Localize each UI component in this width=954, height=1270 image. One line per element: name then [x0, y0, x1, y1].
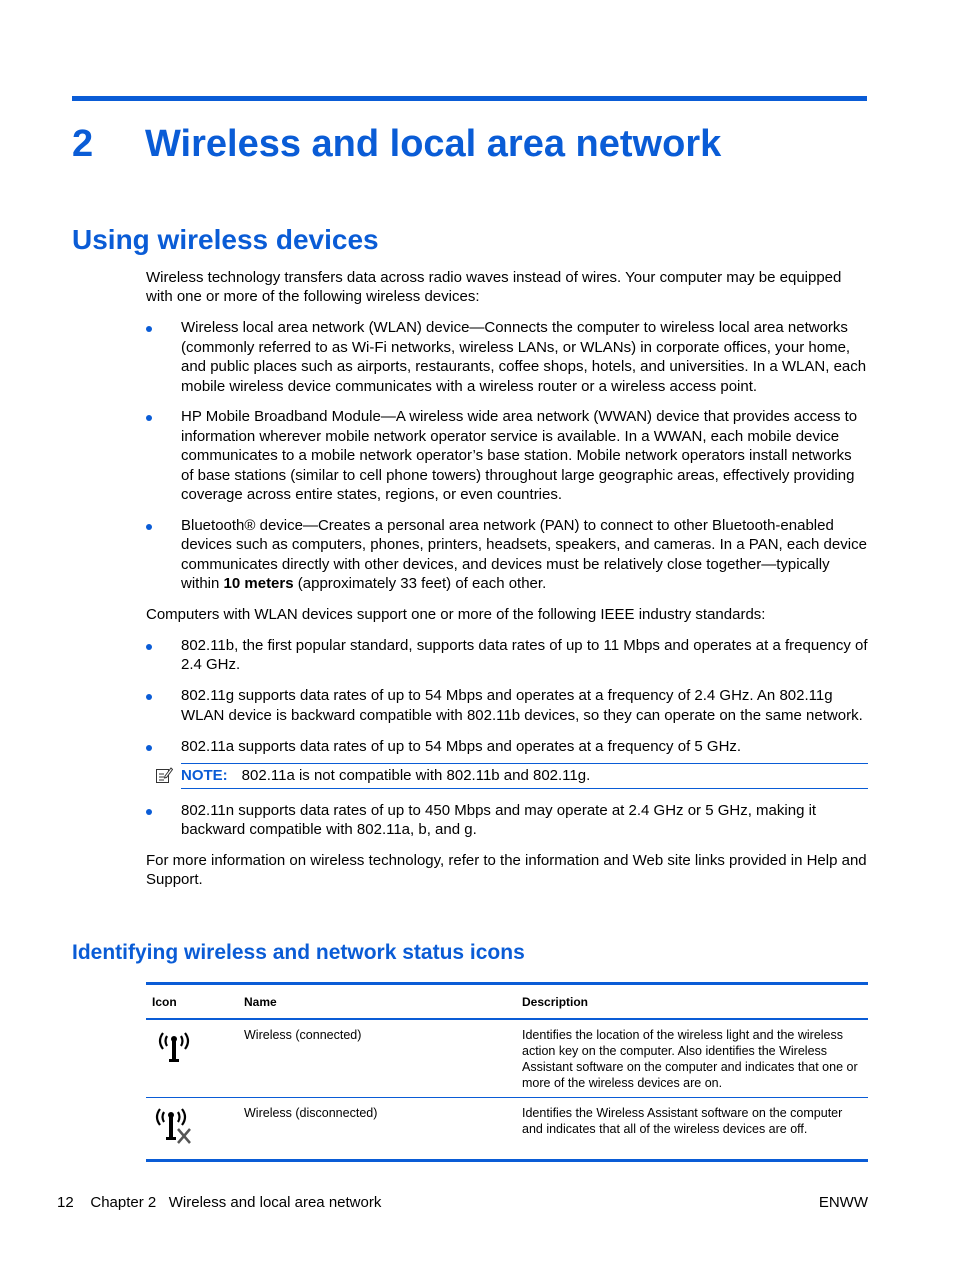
list-item-text: 802.11n supports data rates of up to 450 Mbps and may operate at 2.4 GHz or 5 GHz, making it backward compatible with 802.11a, b, and g.: [181, 801, 817, 838]
page-number: 12: [57, 1194, 74, 1211]
list-item-wwan: [146, 407, 868, 504]
more-info-paragraph: For more information on wireless technology, refer to the information and Web site links provided in Help and Support.: [146, 851, 867, 889]
icon-cell: [146, 1019, 238, 1098]
bullet-icon: [146, 809, 152, 815]
list-item-text: Wireless local area network (WLAN) device—Connects the computer to wireless local area networks (commonly referred to as Wi-Fi networks, wireless LANs, or WLANs) in corporate offices, your home, and public places such as airports, restaurants, coffee shops, hotels, and universities. In a WLAN, each mobile wireless device communicates with a wireless router or a wireless access point.: [181, 319, 867, 395]
wireless-disconnected-icon: [152, 1105, 200, 1149]
column-header-description: Description: [516, 984, 868, 1020]
intro-paragraph: Wireless technology transfers data across radio waves instead of wires. Your computer may be equipped with one or more of the following wireless devices:: [146, 269, 842, 306]
section-heading-using-wireless: Using wireless devices: [72, 224, 379, 255]
note-text: 802.11a is not compatible with 802.11b and 802.11g.: [241, 766, 591, 784]
footer-edition-code: ENWW: [818, 1194, 868, 1211]
icon-cell: [146, 1098, 238, 1161]
list-item-wlan: [146, 318, 868, 396]
note-pencil-icon: [155, 766, 173, 784]
list-item-80211a: [146, 737, 868, 756]
footer-left: [57, 1193, 381, 1212]
list-item-text: 802.11g supports data rates of up to 54 Mbps and operates at a frequency of 2.4 GHz. An 802.11g WLAN device is backward compatible with 802.11b devices, so they can operate on the same network.: [181, 687, 863, 724]
footer-chapter-label: Chapter 2: [90, 1194, 157, 1211]
list-item-text: HP Mobile Broadband Module—A wireless wide area network (WWAN) device that provides access to information wherever mobile network operator service is available. In a WWAN, each mobile device communicates to a mobile network operator’s base station. Mobile network operators install networks of base stations (similar to cell phone towers) throughout large geographic areas, effectively providing coverage across entire states, regions, or even countries.: [181, 408, 858, 504]
device-list: [146, 318, 868, 593]
list-item-80211b: [146, 636, 868, 675]
bullet-icon: [146, 524, 152, 530]
column-header-name: Name: [238, 984, 516, 1020]
name-cell: Wireless (connected): [238, 1019, 516, 1098]
section-heading-status-icons: Identifying wireless and network status icons: [72, 941, 525, 964]
bluetooth-text-start: Bluetooth® device—Creates a personal area network (PAN) to connect to other Bluetooth-enabled devices such as computers, phones, printers, headsets, speakers, and cameras. In a PAN, each device communicates directly with other devices, and devices must be relatively close together—typically within: [181, 516, 867, 593]
bullet-icon: [146, 745, 152, 751]
bullet-icon: [146, 694, 152, 700]
standards-intro-paragraph: Computers with WLAN devices support one or more of the following IEEE industry standards:: [146, 606, 766, 624]
note-box: [181, 763, 868, 789]
table-row: [146, 1098, 868, 1161]
standards-list: [146, 636, 868, 756]
description-cell: Identifies the location of the wireless light and the wireless action key on the computer. Also identifies the Wireless Assistant software on the computer and indicates that one or more of the wireless devices are on.: [516, 1019, 868, 1098]
chapter-title-text: Wireless and local area network: [145, 123, 722, 165]
chapter-number: 2: [72, 123, 94, 165]
footer-chapter-title: Wireless and local area network: [168, 1194, 382, 1211]
list-item-text: 802.11a supports data rates of up to 54 Mbps and operates at a frequency of 5 GHz.: [181, 737, 742, 755]
section-body: [146, 268, 868, 901]
bullet-icon: [146, 326, 152, 332]
status-icons-table: [146, 982, 868, 1162]
wireless-connected-icon: [152, 1027, 196, 1067]
chapter-title: [72, 120, 721, 168]
table-header-row: [146, 984, 868, 1020]
list-item-text: 802.11b, the first popular standard, supports data rates of up to 11 Mbps and operates at a frequency of 2.4 GHz.: [181, 637, 868, 674]
bullet-icon: [146, 415, 152, 421]
name-cell: Wireless (disconnected): [244, 1106, 378, 1120]
standards-list-continued: [146, 801, 868, 840]
description-cell: Identifies the Wireless Assistant software on the computer and indicates that all of the wireless devices are off.: [522, 1106, 843, 1136]
note-label: NOTE:: [181, 766, 228, 784]
bluetooth-text-end: (approximately 33 feet) of each other.: [293, 575, 547, 593]
list-item-80211g: [146, 686, 868, 725]
column-header-icon: Icon: [146, 984, 238, 1020]
chapter-top-rule: [72, 96, 867, 101]
bullet-icon: [146, 644, 152, 650]
list-item-80211n: [146, 801, 868, 840]
bluetooth-range-bold: 10 meters: [223, 575, 294, 593]
table-row: [146, 1019, 868, 1098]
list-item-bluetooth: [146, 516, 868, 594]
